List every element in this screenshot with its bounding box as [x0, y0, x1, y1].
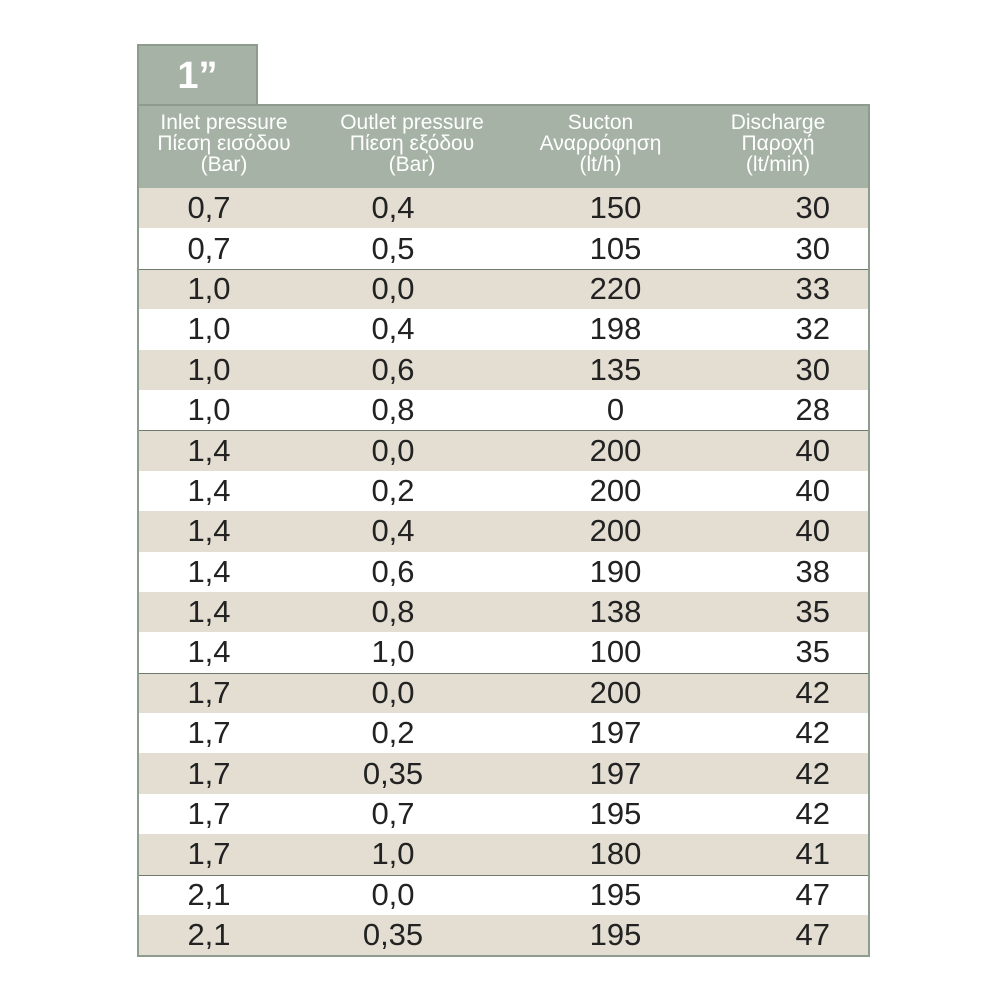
header-outlet-unit: (Bar) [388, 153, 436, 176]
cell-suction: 0 [606, 392, 625, 428]
cell-inlet-pressure: 1,7 [187, 755, 231, 791]
cell-outlet-pressure: 0,5 [371, 230, 415, 266]
table-row [139, 511, 868, 551]
header-inlet-unit: (Bar) [200, 153, 248, 176]
table-row [139, 188, 868, 228]
cell-outlet-pressure: 0,35 [362, 917, 424, 953]
table-body [139, 188, 868, 955]
cell-inlet-pressure: 1,7 [187, 836, 231, 872]
table-row [139, 592, 868, 632]
cell-inlet-pressure: 2,1 [187, 917, 231, 953]
cell-outlet-pressure: 0,8 [371, 392, 415, 428]
table-row [139, 915, 868, 955]
header-outlet-gr: Πίεση εξόδου [349, 132, 475, 155]
cell-inlet-pressure: 1,7 [187, 715, 231, 751]
table-row [139, 430, 868, 470]
table-row [139, 390, 868, 430]
cell-suction: 198 [589, 311, 642, 347]
table-row [139, 713, 868, 753]
cell-discharge: 42 [795, 755, 830, 791]
cell-outlet-pressure: 0,0 [371, 675, 415, 711]
cell-outlet-pressure: 0,2 [371, 472, 415, 508]
table-row [139, 632, 868, 672]
cell-outlet-pressure: 0,0 [371, 877, 415, 913]
header-discharge-unit: (lt/min) [745, 153, 811, 176]
cell-suction: 200 [589, 433, 642, 469]
cell-outlet-pressure: 0,0 [371, 271, 415, 307]
cell-suction: 150 [589, 190, 642, 226]
header-suction-unit: (lt/h) [579, 153, 622, 176]
cell-suction: 105 [589, 230, 642, 266]
table-row [139, 350, 868, 390]
cell-discharge: 30 [795, 351, 830, 387]
table-row [139, 228, 868, 268]
cell-discharge: 32 [795, 311, 830, 347]
cell-suction: 190 [589, 553, 642, 589]
cell-outlet-pressure: 1,0 [371, 634, 415, 670]
header-discharge-en: Discharge [730, 111, 826, 134]
cell-inlet-pressure: 1,4 [187, 433, 231, 469]
cell-outlet-pressure: 1,0 [371, 836, 415, 872]
cell-discharge: 40 [795, 513, 830, 549]
cell-outlet-pressure: 0,8 [371, 594, 415, 630]
cell-outlet-pressure: 0,6 [371, 553, 415, 589]
cell-discharge: 41 [795, 836, 830, 872]
header-discharge-gr: Παροχή [741, 132, 815, 155]
cell-outlet-pressure: 0,2 [371, 715, 415, 751]
cell-outlet-pressure: 0,6 [371, 351, 415, 387]
header-inlet-pressure [139, 106, 309, 188]
cell-discharge: 40 [795, 472, 830, 508]
cell-suction: 195 [589, 877, 642, 913]
size-tab-label: 1” [137, 44, 258, 104]
cell-suction: 138 [589, 594, 642, 630]
cell-discharge: 30 [795, 190, 830, 226]
cell-discharge: 42 [795, 796, 830, 832]
table-row [139, 309, 868, 349]
cell-inlet-pressure: 1,0 [187, 351, 231, 387]
table-row [139, 552, 868, 592]
cell-inlet-pressure: 0,7 [187, 230, 231, 266]
cell-suction: 100 [589, 634, 642, 670]
cell-discharge: 42 [795, 675, 830, 711]
table-row [139, 875, 868, 915]
table-row [139, 753, 868, 793]
cell-suction: 195 [589, 917, 642, 953]
header-inlet-gr: Πίεση εισόδου [157, 132, 291, 155]
header-outlet-en: Outlet pressure [340, 111, 484, 134]
cell-outlet-pressure: 0,7 [371, 796, 415, 832]
performance-table [137, 104, 870, 957]
cell-discharge: 28 [795, 392, 830, 428]
table-row [139, 673, 868, 713]
table-row [139, 471, 868, 511]
header-suction [515, 106, 686, 188]
cell-discharge: 40 [795, 433, 830, 469]
header-suction-en: Sucton [567, 111, 634, 134]
cell-inlet-pressure: 1,4 [187, 553, 231, 589]
cell-discharge: 47 [795, 877, 830, 913]
cell-discharge: 35 [795, 594, 830, 630]
cell-suction: 200 [589, 675, 642, 711]
cell-inlet-pressure: 0,7 [187, 190, 231, 226]
cell-inlet-pressure: 1,7 [187, 796, 231, 832]
cell-discharge: 47 [795, 917, 830, 953]
cell-suction: 135 [589, 351, 642, 387]
cell-inlet-pressure: 1,4 [187, 634, 231, 670]
cell-suction: 195 [589, 796, 642, 832]
cell-inlet-pressure: 1,4 [187, 472, 231, 508]
table-row [139, 794, 868, 834]
cell-inlet-pressure: 1,7 [187, 675, 231, 711]
header-discharge [686, 106, 870, 188]
cell-inlet-pressure: 2,1 [187, 877, 231, 913]
cell-inlet-pressure: 1,0 [187, 392, 231, 428]
cell-suction: 220 [589, 271, 642, 307]
table-row [139, 834, 868, 874]
header-outlet-pressure [309, 106, 515, 188]
cell-outlet-pressure: 0,0 [371, 433, 415, 469]
table-row [139, 269, 868, 309]
cell-inlet-pressure: 1,0 [187, 271, 231, 307]
cell-discharge: 42 [795, 715, 830, 751]
cell-inlet-pressure: 1,0 [187, 311, 231, 347]
cell-outlet-pressure: 0,4 [371, 190, 415, 226]
cell-suction: 180 [589, 836, 642, 872]
header-inlet-en: Inlet pressure [160, 111, 288, 134]
cell-suction: 200 [589, 513, 642, 549]
cell-inlet-pressure: 1,4 [187, 594, 231, 630]
cell-outlet-pressure: 0,35 [362, 755, 424, 791]
cell-discharge: 35 [795, 634, 830, 670]
cell-inlet-pressure: 1,4 [187, 513, 231, 549]
cell-discharge: 33 [795, 271, 830, 307]
table-header-row [139, 104, 868, 188]
cell-outlet-pressure: 0,4 [371, 311, 415, 347]
cell-suction: 200 [589, 472, 642, 508]
cell-suction: 197 [589, 715, 642, 751]
header-suction-gr: Αναρρόφηση [539, 132, 662, 155]
cell-suction: 197 [589, 755, 642, 791]
cell-outlet-pressure: 0,4 [371, 513, 415, 549]
cell-discharge: 38 [795, 553, 830, 589]
cell-discharge: 30 [795, 230, 830, 266]
